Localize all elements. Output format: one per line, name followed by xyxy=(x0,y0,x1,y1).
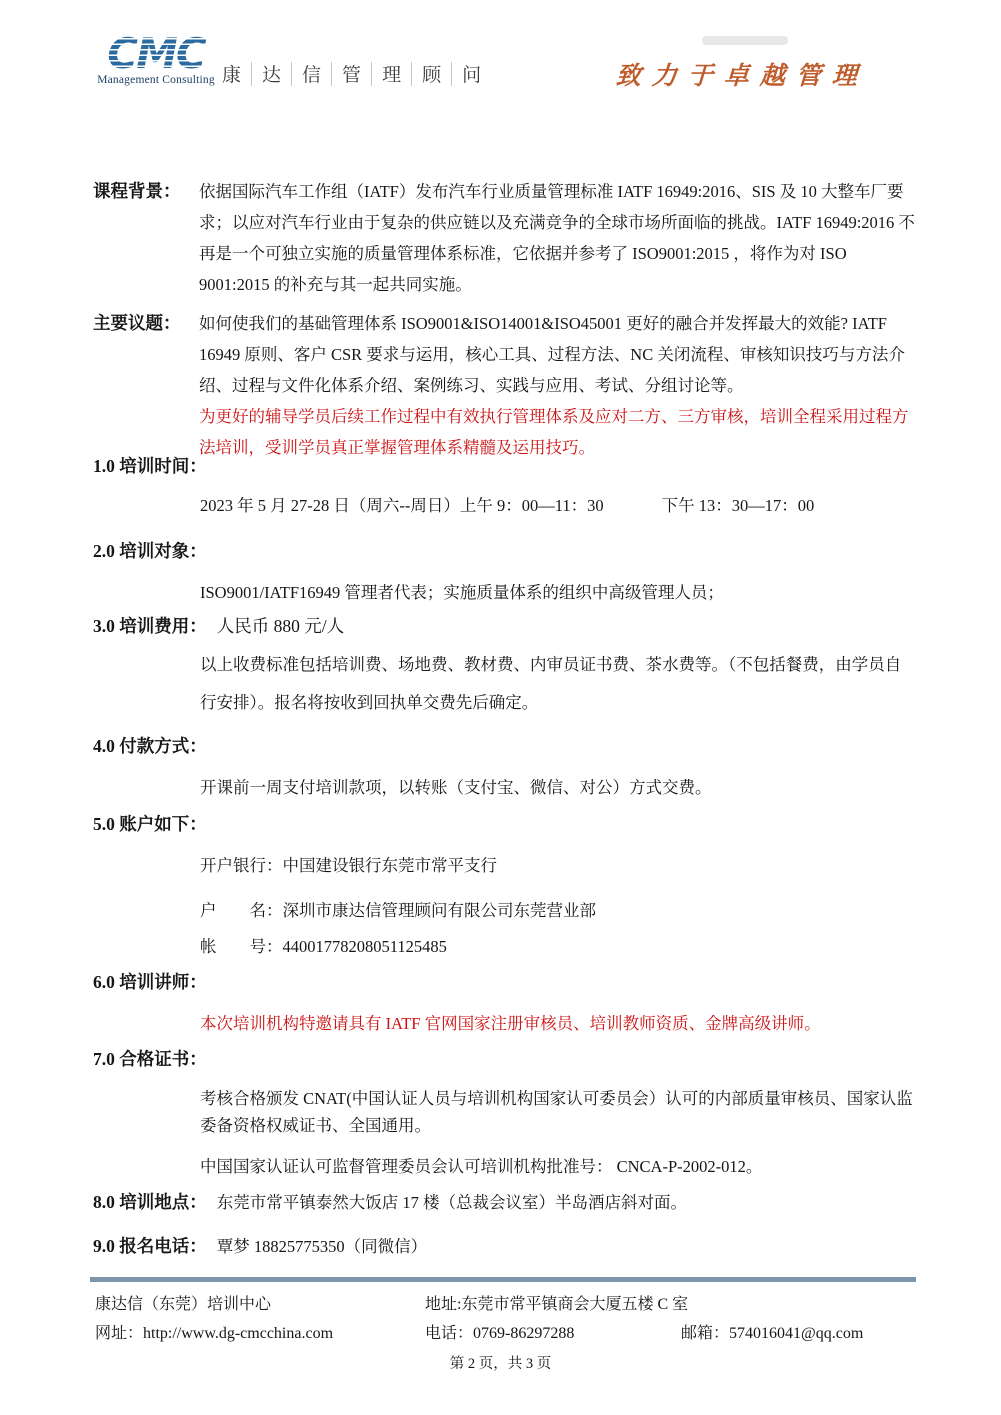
account-number-label: 帐 号： xyxy=(200,937,283,956)
section-training-location xyxy=(93,1188,917,1216)
section-registration-phone xyxy=(93,1232,917,1260)
page-number-indicator: 第 2 页，共 3 页 xyxy=(449,1356,552,1372)
footer-website-link[interactable]: 网址：http://www.dg-cmcchina.com xyxy=(95,1325,334,1342)
lecturer-heading: 6.0 培训讲师： xyxy=(93,972,207,992)
brand-char: 管 xyxy=(342,65,362,86)
section-training-time xyxy=(93,452,917,520)
cmc-logo-subtext: Management Consulting xyxy=(97,74,215,86)
footer-org-name: 康达信（东莞）培训中心 xyxy=(95,1296,272,1313)
brand-char: 康 xyxy=(222,65,242,86)
training-time-morning: 2023 年 5 月 27-28 日（周六--周日）上午 9：00—11：30 xyxy=(200,496,604,515)
training-location-heading: 8.0 培训地点： xyxy=(93,1192,207,1212)
certificate-body-1: 考核合格颁发 CNAT(中国认证人员与培训机构国家认可委员会）认可的内部质量审核员、国家认监委备资格权威证书、全国通用。 xyxy=(200,1089,913,1135)
certificate-body-2: 中国国家认证认可监督管理委员会认可培训机构批准号： CNCA-P-2002-012。 xyxy=(200,1157,763,1176)
bank-name-row xyxy=(200,852,917,880)
training-audience-heading: 2.0 培训对象： xyxy=(93,541,207,561)
course-background-label: 课程背景： xyxy=(93,181,181,201)
section-payment-method xyxy=(93,732,917,803)
section-training-audience xyxy=(93,537,917,608)
section-main-topics xyxy=(93,308,917,463)
footer-address: 地址:东莞市常平镇商会大厦五楼 C 室 xyxy=(425,1296,689,1313)
main-topics-label: 主要议题： xyxy=(93,313,181,333)
brand-char: 达 xyxy=(262,65,282,86)
section-bank-account xyxy=(93,810,917,961)
bank-account-heading: 5.0 账户如下： xyxy=(93,814,207,834)
brand-char: 顾 xyxy=(422,65,442,86)
cmc-logo-text: CMC xyxy=(96,34,216,74)
training-fee-heading: 3.0 培训费用： xyxy=(93,616,207,636)
training-time-heading: 1.0 培训时间： xyxy=(93,456,207,476)
section-certificate xyxy=(93,1045,917,1180)
scan-artifact xyxy=(702,36,788,45)
main-topics-highlight: 为更好的辅导学员后续工作过程中有效执行管理体系及应对二方、三方审核，培训全程采用过程方法培训，受训学员真正掌握管理体系精髓及运用技巧。 xyxy=(199,407,909,457)
registration-phone-heading: 9.0 报名电话： xyxy=(93,1236,207,1256)
brand-char: 信 xyxy=(302,65,322,86)
account-name-label: 户 名： xyxy=(200,901,283,920)
account-number-value: 44001778208051125485 xyxy=(282,937,447,956)
main-topics-text: 如何使我们的基础管理体系 ISO9001&ISO14001&ISO45001 更好的融合并发挥最大的效能? IATF 16949 原则、客户 CSR 要求与运用，核心工具、过程方法、NC 关闭流程、审核知识技巧与方法介绍、过程与文件化体系介绍、案例练习、实践与应用、考试、分组讨论等。 xyxy=(199,314,905,395)
bank-name-value: 中国建设银行东莞市常平支行 xyxy=(282,856,497,875)
training-fee-body: 以上收费标准包括培训费、场地费、教材费、内审员证书费、茶水费等。（不包括餐费，由学员自行安排）。报名将按收到回执单交费先后确定。 xyxy=(200,655,902,712)
bank-name-label: 开户银行： xyxy=(200,856,283,875)
section-training-fee xyxy=(93,612,917,722)
account-number-row xyxy=(200,933,917,961)
account-name-row xyxy=(200,897,917,925)
section-course-background xyxy=(93,176,917,300)
footer-divider xyxy=(90,1277,916,1282)
footer-phone: 电话：0769-86297288 xyxy=(425,1325,575,1342)
certificate-heading: 7.0 合格证书： xyxy=(93,1049,207,1069)
training-audience-body: ISO9001/IATF16949 管理者代表；实施质量体系的组织中高级管理人员； xyxy=(200,583,724,602)
registration-phone-value: 覃梦 18825775350（同微信） xyxy=(216,1237,428,1256)
brand-char: 问 xyxy=(462,65,482,86)
brand-name xyxy=(212,60,491,87)
payment-method-heading: 4.0 付款方式： xyxy=(93,736,207,756)
lecturer-highlight: 本次培训机构特邀请具有 IATF 官网国家注册审核员、培训教师资质、金牌高级讲师。 xyxy=(200,1014,821,1033)
training-fee-amount: 人民币 880 元/人 xyxy=(216,616,345,636)
company-slogan: 致力于卓越管理 xyxy=(615,63,869,90)
cmc-logo xyxy=(96,29,216,86)
account-name-value: 深圳市康达信管理顾问有限公司东莞营业部 xyxy=(282,901,596,920)
footer-email-link[interactable]: 邮箱：574016041@qq.com xyxy=(681,1325,864,1342)
section-lecturer xyxy=(93,968,917,1039)
course-background-text: 依据国际汽车工作组（IATF）发布汽车行业质量管理标准 IATF 16949:2016、SIS 及 10 大整车厂要求；以应对汽车行业由于复杂的供应链以及充满竞争的全球市场所面临的挑战。IATF 16949:2016 不再是一个可独立实施的质量管理体系标准，它依据并参考了 ISO9001:2015 ，将作为对 ISO 9001:2015 的补充与其一起共同实施。 xyxy=(199,182,915,294)
payment-method-body: 开课前一周支付培训款项，以转账（支付宝、微信、对公）方式交费。 xyxy=(200,778,712,797)
training-location-value: 东莞市常平镇泰然大饭店 17 楼（总裁会议室）半岛酒店斜对面。 xyxy=(216,1193,687,1212)
brand-char: 理 xyxy=(382,65,402,86)
training-time-afternoon: 下午 13：30—17：00 xyxy=(661,496,815,515)
